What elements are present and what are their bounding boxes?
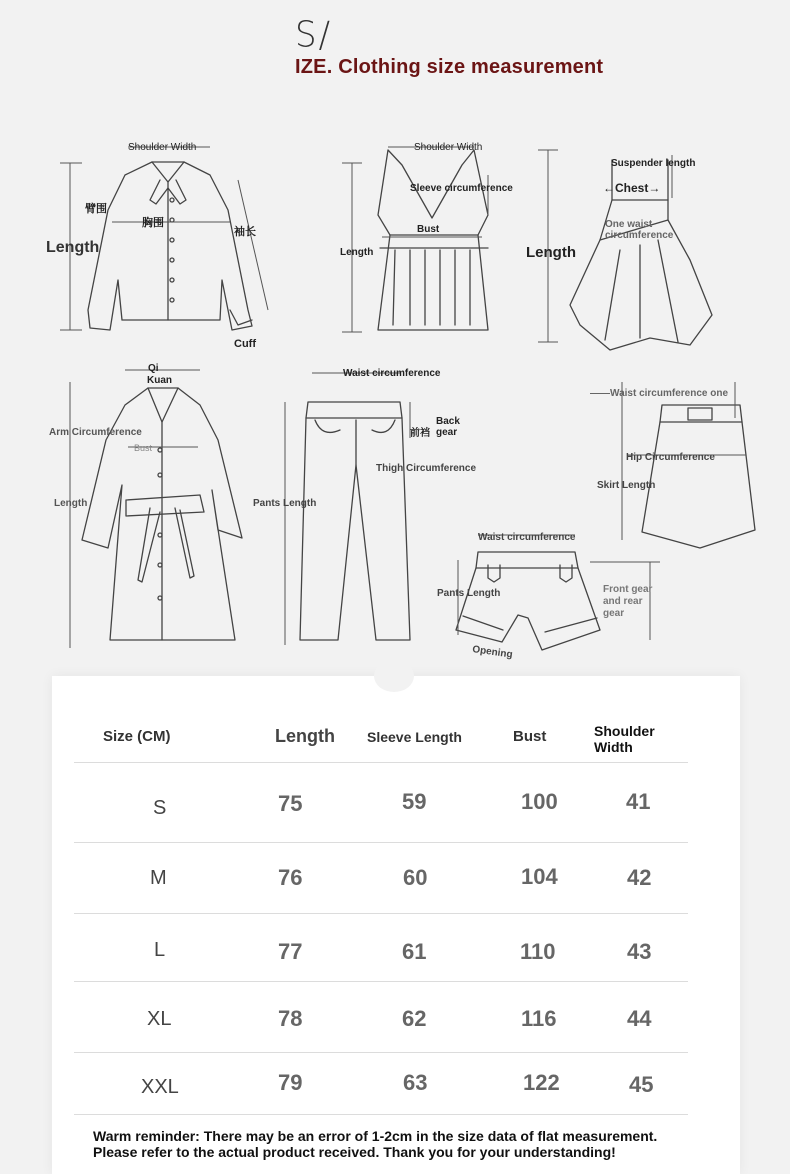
measurement-diagrams [0, 120, 790, 675]
size-chart-card [52, 676, 740, 1174]
size-cell: M [150, 867, 167, 889]
size-cell: L [154, 939, 166, 961]
shorts-opening-label: Opening [471, 644, 514, 661]
dress-length-label: Length [526, 244, 576, 261]
coat-length-label: Length [54, 498, 88, 509]
shoulder-cell: 44 [627, 1006, 652, 1031]
bust-cell: 116 [521, 1006, 557, 1031]
table-row [74, 913, 688, 981]
skirt-illustration [642, 405, 755, 548]
coat-arm-circumference-label: Arm Circumference [49, 427, 142, 438]
skirt-waist-label: ——Waist circumference one [590, 388, 729, 399]
table-row [74, 981, 688, 1052]
warm-reminder [93, 1128, 713, 1160]
shorts-gear-label: gear [603, 608, 625, 619]
bust-cell: 122 [523, 1070, 560, 1095]
sleeve-cell: 62 [402, 1006, 427, 1031]
shirt-illustration [88, 162, 252, 330]
brand-logo: S/ [295, 14, 333, 57]
shorts-illustration [456, 552, 600, 650]
shoulder-cell: 43 [627, 939, 652, 964]
pants-waist-circumference-label: Waist circumference [343, 368, 441, 379]
length-cell: 77 [278, 939, 303, 964]
pants-gear-label: gear [436, 427, 458, 438]
table-row [74, 1052, 688, 1115]
vest-shoulder-width-label: Shoulder Width [414, 142, 483, 153]
length-cell: 75 [278, 791, 303, 816]
shirt-shoulder-width-label: Shoulder Width [128, 142, 197, 153]
reminder-line-2: Please refer to the actual product received. Thank you for your understanding! [93, 1144, 616, 1160]
dress-circumference-label: circumference [605, 230, 674, 241]
sleeve-cell: 60 [403, 865, 428, 890]
shirt-length-label: Length [46, 239, 100, 256]
pants-thigh-circumference-label: Thigh Circumference [376, 463, 477, 474]
table-row [74, 842, 688, 913]
skirt-hip-label: Hip Circumference [626, 452, 715, 463]
shirt-arm-cn-label: 臂围 [85, 203, 107, 215]
size-cell: XXL [141, 1076, 179, 1098]
reminder-line-1: Warm reminder: There may be an error of 1-2cm in the size data of flat measurement. [93, 1128, 658, 1144]
shorts-and-rear-label: and rear [603, 596, 643, 607]
length-cell: 78 [278, 1006, 303, 1031]
dress-suspender-length-label: Suspender length [611, 158, 696, 169]
pants-length-label: Pants Length [253, 498, 317, 509]
dress-chest-label: ←Chest→ [603, 181, 661, 195]
pants-back-label: Back [436, 416, 460, 427]
pants-illustration [300, 402, 410, 640]
header-sleeve-length: Sleeve Length [367, 729, 462, 745]
vest-illustration [378, 150, 488, 330]
coat-kuan-label: Kuan [147, 375, 172, 386]
shorts-front-gear-label: Front gear [603, 584, 653, 595]
header-length: Length [275, 726, 335, 746]
shoulder-cell: 41 [626, 789, 651, 814]
shirt-chest-cn-label: 胸围 [142, 217, 164, 229]
sleeve-cell: 63 [403, 1070, 428, 1095]
coat-illustration [82, 388, 242, 640]
length-cell: 79 [278, 1070, 303, 1095]
shirt-cuff-label: Cuff [234, 338, 256, 350]
coat-bust-label: Bust [134, 443, 153, 453]
bust-cell: 100 [521, 789, 558, 814]
vest-length-label: Length [340, 247, 374, 258]
size-cell: S [153, 797, 167, 819]
table-row [74, 762, 688, 842]
shirt-sleeve-cn-label: 袖长 [234, 226, 256, 238]
vest-sleeve-circumference-label: Sleeve circumference [410, 183, 513, 194]
pants-front-rise-cn-label: 前裆 [410, 428, 430, 439]
page-title: IZE. Clothing size measurement [295, 56, 604, 78]
header-size: Size (CM) [103, 728, 171, 745]
vest-bust-label: Bust [417, 224, 440, 235]
header [295, 14, 604, 79]
coat-qi-label: Qi [148, 363, 159, 374]
skirt-length-label: Skirt Length [597, 480, 656, 491]
length-cell: 76 [278, 865, 303, 890]
sleeve-cell: 61 [402, 939, 427, 964]
bust-cell: 104 [521, 864, 558, 889]
sleeve-cell: 59 [402, 789, 427, 814]
card-notch [374, 660, 414, 692]
dress-one-waist-label: One waist [605, 219, 653, 230]
garment-illustrations [0, 120, 790, 675]
size-cell: XL [147, 1008, 172, 1030]
size-table-header [52, 716, 740, 762]
shoulder-cell: 42 [627, 865, 652, 890]
header-shoulder-width: Shoulder Width [594, 723, 655, 755]
header-bust: Bust [513, 728, 547, 745]
bust-cell: 110 [520, 939, 556, 964]
shorts-waist-label: Waist circumference [478, 532, 576, 543]
shoulder-cell: 45 [629, 1072, 654, 1097]
shorts-length-label: Pants Length [437, 588, 501, 599]
